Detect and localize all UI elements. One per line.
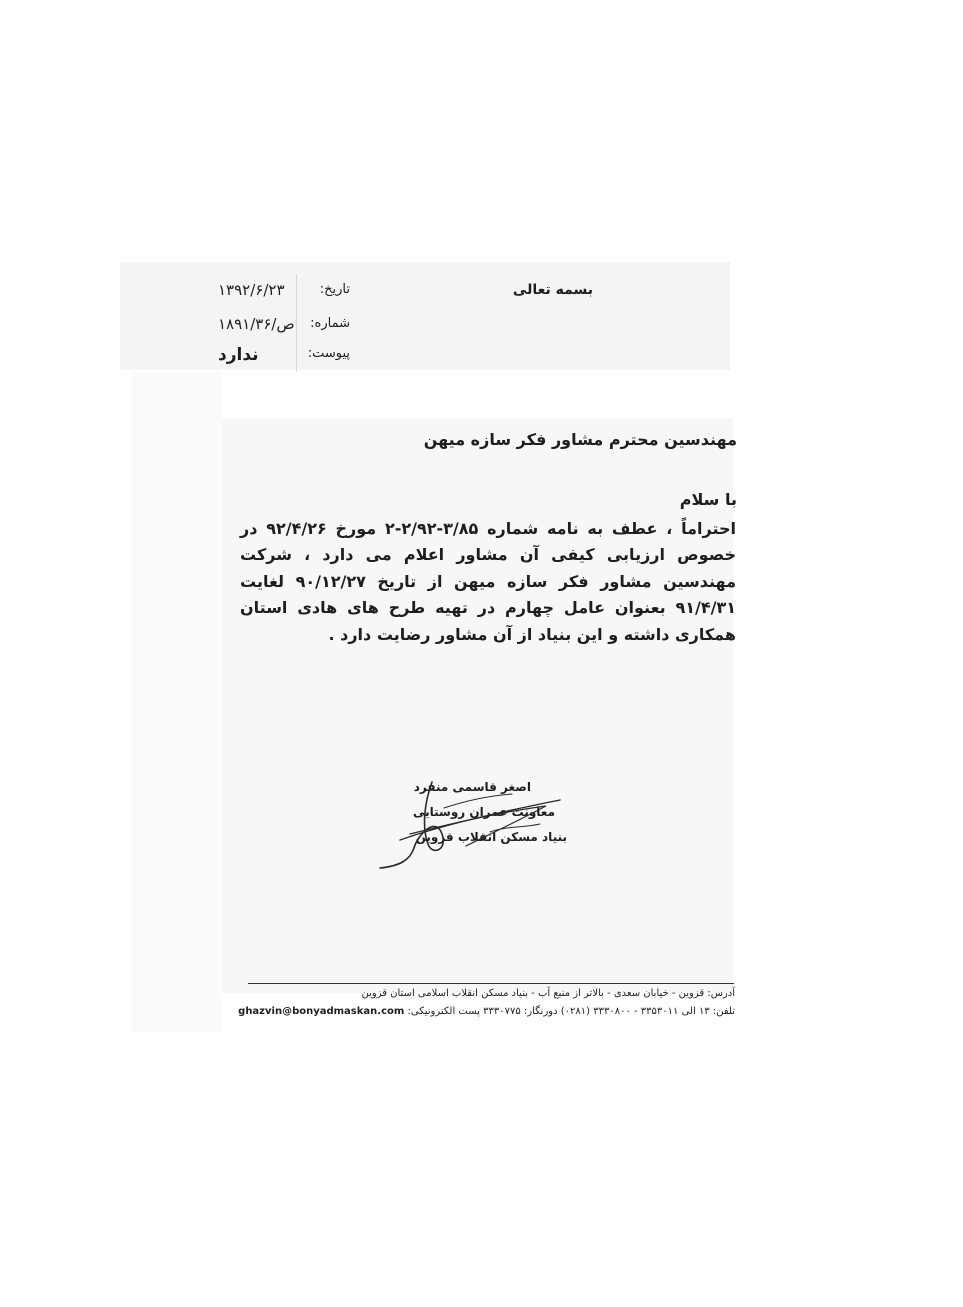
letter-body-paragraph: احتراماً ، عطف به نامه شماره ۳/۸۵-۲/۹۲-۲ مورخ ۹۲/۴/۲۶ در خصوص ارزیابی کیفی آن مشاور اعلام می دارد ، شرکت مهندسین مشاور فکر سازه میهن از تاریخ ۹۰/۱۲/۲۷ لغایت ۹۱/۴/۳۱ بعنوان عامل چهارم در تهیه طرح های هادی استان همکاری داشته و این بنیاد از آن مشاور رضایت دارد . [240,519,737,644]
meta-date-row [200,282,350,310]
footer-contact [238,1006,735,1017]
footer-email[interactable]: ghazvin@bonyadmaskan.com [238,1006,405,1017]
scan-shade-left [132,372,222,1032]
meta-date-label: تاریخ: [319,282,350,297]
meta-date-value: ۱۳۹۲/۶/۲۳ [218,281,285,299]
basmala: بسمه تعالی [512,282,593,298]
greeting: با سلام [679,490,737,509]
handwritten-signature [370,776,570,872]
signatory-title: معاونت عمران روستایی [412,805,555,819]
meta-attachment-row [200,346,350,374]
footer-divider [248,983,734,984]
footer-phones: تلفن: ۱۳ الی ۳۳۵۳۰۱۱ - ۳۳۳۰۸۰۰ (۰۲۸۱) دورنگار: ۳۳۳۰۷۷۵ پست الکترونیکی: [407,1006,735,1017]
signatory-name: اصغر قاسمی منفرد [413,780,531,794]
meta-number-label: شماره: [310,316,350,331]
letter-body [240,516,736,648]
meta-number-row [200,316,350,344]
meta-attachment-value: ندارد [218,345,259,365]
scan-shade-body [205,418,733,993]
meta-number-value: ۱۸۹۱/ص/۳۶ [218,315,295,333]
footer-address: آدرس: قزوین - خیابان سعدی - بالاتر از منبع آب - بنیاد مسکن انقلاب اسلامی استان قزوین [361,988,735,999]
signatory-organization: بنیاد مسکن انقلاب قزوین [415,830,567,844]
recipient: مهندسین محترم مشاور فکر سازه میهن [423,430,737,449]
meta-attachment-label: پیوست: [307,346,350,361]
